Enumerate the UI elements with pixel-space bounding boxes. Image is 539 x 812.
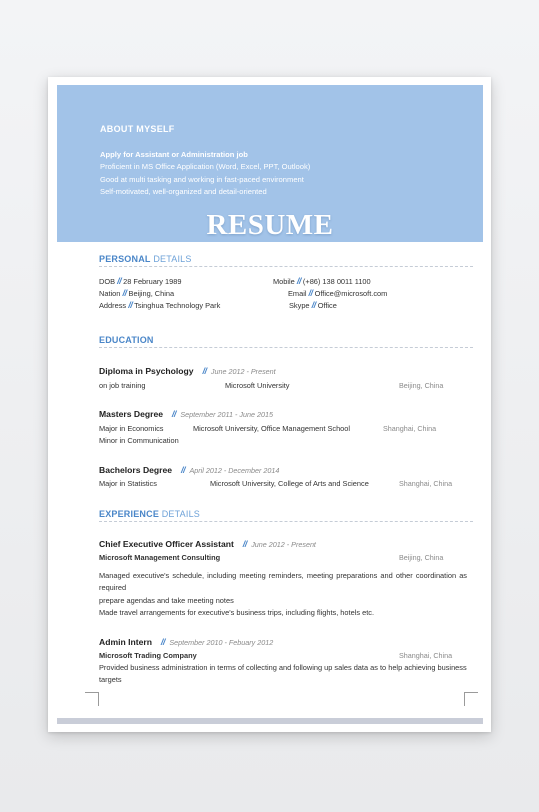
heading-secondary: DETAILS [153,254,192,264]
email-row [288,288,387,298]
separator-icon: // [128,300,133,310]
education-school: Microsoft University, College of Arts and Science [210,479,369,488]
heading-primary: EXPERIENCE [99,509,160,519]
mobile-row [273,276,371,286]
separator-icon: // [160,637,165,647]
degree-title: Masters Degree [99,409,164,419]
mobile-label: Mobile [273,277,295,286]
education-location: Shanghai, China [399,479,453,488]
company-location: Shanghai, China [399,651,453,660]
dob-value: 28 February 1989 [123,277,182,286]
nation-value: Beijing, China [128,289,175,298]
email-label: Email [288,289,307,298]
about-line: Apply for Assistant or Administration job [100,150,248,159]
company-name: Microsoft Management Consulting [99,553,221,562]
education-school: Microsoft University, Office Management School [193,424,351,433]
about-line: Proficient in MS Office Application (Word, Excel, PPT, Outlook) [100,162,311,172]
personal-details-heading [99,254,473,267]
education-school: Microsoft University [225,381,290,390]
separator-icon: // [202,366,207,376]
heading-primary: EDUCATION [99,335,154,345]
separator-icon: // [296,276,301,286]
degree-title: Diploma in Psychology [99,366,194,376]
dob-label: DOB [99,277,116,286]
experience-item [99,534,316,552]
about-line: Self-motivated, well-organized and detail-oriented [100,186,267,196]
degree-dates: September 2011 - June 2015 [180,410,273,419]
experience-details-heading [99,509,473,522]
company-location: Beijing, China [399,553,444,562]
mobile-value: (+86) 138 0011 1100 [302,277,371,286]
address-label: Address [99,301,127,310]
education-item [99,361,276,379]
nation-row [99,288,174,298]
degree-title: Bachelors Degree [99,465,173,475]
about-line: Good at multi tasking and working in fast-paced environment [100,174,304,184]
skype-label: Skype [289,301,310,310]
separator-icon: // [117,276,122,286]
skype-row [289,300,337,310]
job-description: Made travel arrangements for executive's business trips, including flights, hotels etc. [99,608,374,617]
address-value: Tsinghua Technology Park [134,301,221,310]
education-location: Shanghai, China [383,424,437,433]
dob-row [99,276,182,286]
resume-title: RESUME [206,209,334,241]
job-description: Managed executive's schedule, including meeting reminders, meeting preparations and other coordination as required [99,571,467,593]
about-title: ABOUT MYSELF [100,124,175,134]
education-location: Beijing, China [399,381,444,390]
education-major: Major in Economics [99,424,164,433]
separator-icon: // [122,288,127,298]
separator-icon: // [171,409,176,419]
job-description: prepare agendas and take meeting notes [99,596,234,605]
experience-item [99,632,273,650]
company-name: Microsoft Trading Company [99,651,197,660]
page-bottom-bar [57,718,483,724]
job-title: Chief Executive Officer Assistant [99,539,234,549]
skype-value: Office [317,301,337,310]
separator-icon: // [308,288,313,298]
education-item [99,404,273,422]
degree-dates: June 2012 - Present [210,367,276,376]
crop-mark-right [464,692,478,706]
about-list [100,149,310,198]
degree-dates: April 2012 - December 2014 [189,466,280,475]
education-minor: Minor in Communication [99,436,179,445]
crop-mark-left [85,692,99,706]
education-heading [99,335,473,348]
education-major: on job training [99,381,146,390]
heading-secondary: DETAILS [161,509,200,519]
job-description: Provided business administration in terms of collecting and following up sales data as to help achieving business targets [99,663,467,685]
email-value: Office@microsoft.com [314,289,388,298]
job-dates: September 2010 - Febuary 2012 [169,638,274,647]
heading-primary: PERSONAL [99,254,151,264]
address-row [99,300,220,310]
education-major: Major in Statistics [99,479,157,488]
separator-icon: // [242,539,247,549]
header-banner [57,85,483,242]
job-title: Admin Intern [99,637,152,647]
nation-label: Nation [99,289,121,298]
separator-icon: // [180,465,185,475]
job-dates: June 2012 - Present [251,540,316,549]
separator-icon: // [311,300,316,310]
education-item [99,460,279,478]
